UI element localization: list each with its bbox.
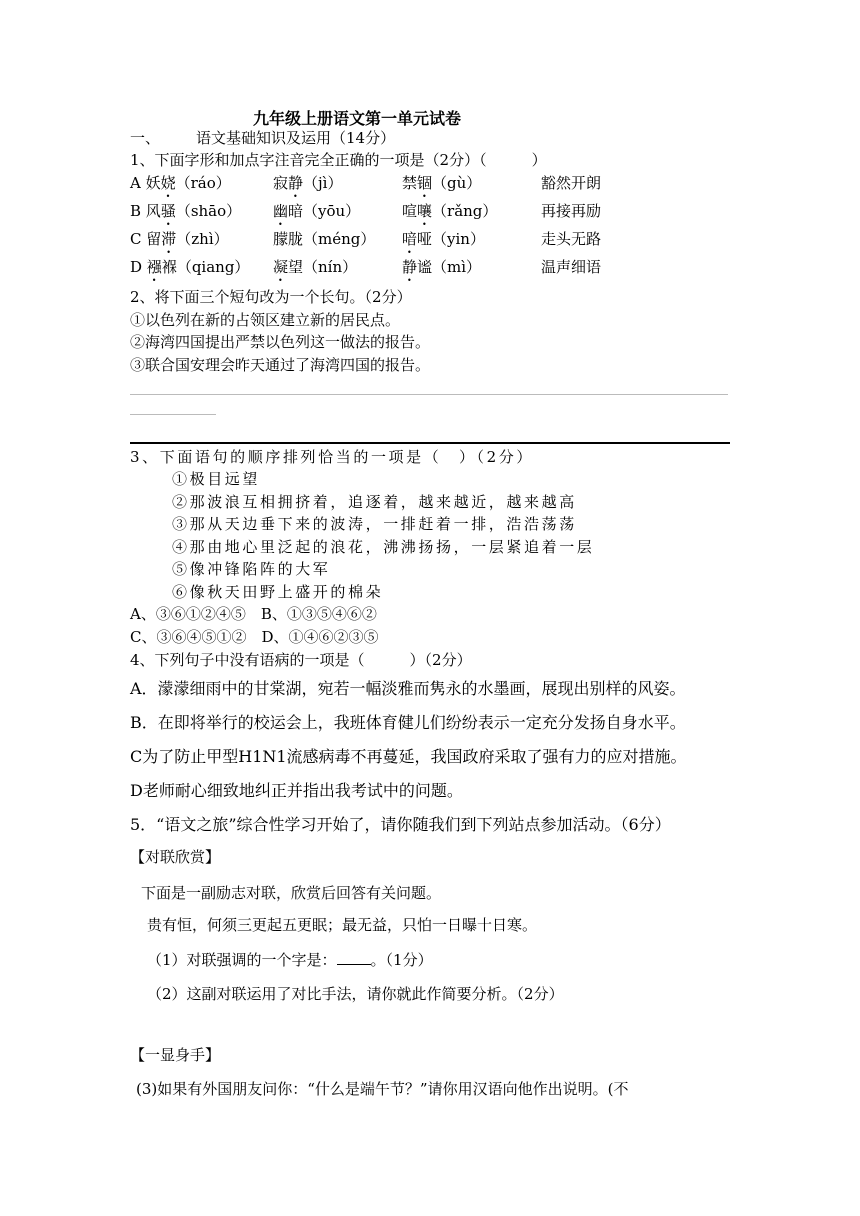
option-text: （jì） xyxy=(303,174,343,192)
q3-options-ab: A、③⑥①②④⑤ B、①③⑤④⑥② xyxy=(130,605,377,623)
option-letter: A xyxy=(130,174,146,192)
answer-line[interactable] xyxy=(130,394,728,395)
option-text: 朦胧（méng） xyxy=(273,230,376,248)
dotted-character: 喑 xyxy=(402,230,418,248)
answer-line-short[interactable] xyxy=(130,414,216,415)
page-title: 九年级上册语文第一单元试卷 xyxy=(253,109,462,128)
option-text: 哑（yin） xyxy=(417,230,485,248)
dotted-character: 娆 xyxy=(160,174,176,192)
q3-options-cd: C、③⑥④⑤①② D、①④⑥②③⑤ xyxy=(130,628,379,646)
q1-option-d-item xyxy=(273,257,357,285)
q1-option-c-item xyxy=(130,229,229,257)
q1-option-c-item xyxy=(273,229,375,249)
option-text: 寂 xyxy=(273,174,289,192)
q1-option-a-item xyxy=(130,173,231,201)
option-text: 禁 xyxy=(402,174,418,192)
option-text: 妖 xyxy=(145,174,161,192)
q5-sub-1 xyxy=(147,948,433,970)
divider-line xyxy=(130,442,730,444)
q1-option-a-item xyxy=(273,173,342,201)
q3-item-2: ②那波浪互相拥挤着，追逐着，越来越近，越来越高 xyxy=(172,493,577,511)
dotted-character: 幽 xyxy=(273,202,289,220)
option-text: 走头无路 xyxy=(541,230,602,248)
q4-stem: 4、下列句子中没有语病的一项是（ ）（2分） xyxy=(130,651,472,669)
option-text: 再接再励 xyxy=(541,202,602,220)
section-heading xyxy=(130,128,395,148)
dotted-character: 襁 xyxy=(146,258,162,276)
dotted-character: 凝 xyxy=(273,258,289,276)
q4-option-d: D老师耐心细致地纠正并指出我考试中的问题。 xyxy=(130,781,463,800)
q5-sub-2: （2）这副对联运用了对比手法，请你就此作简要分析。（2分） xyxy=(147,985,564,1003)
option-letter: D xyxy=(130,258,147,276)
q1-option-d-item xyxy=(402,257,481,285)
dotted-character: 锢 xyxy=(417,174,433,192)
option-text: （ráo） xyxy=(175,174,231,192)
dotted-character: 静 xyxy=(402,258,418,276)
q1-option-d-item xyxy=(541,257,601,277)
q3-item-5: ⑤像冲锋陷阵的大军 xyxy=(172,560,331,578)
couplet-intro: 下面是一副励志对联，欣赏后回答有关问题。 xyxy=(141,884,442,902)
option-text: 喧 xyxy=(402,202,418,220)
q5-sub-3: (3)如果有外国朋友问你：“什么是端午节？”请你用汉语向他作出说明。(不 xyxy=(136,1080,629,1098)
q2-stem: 2、将下面三个短句改为一个长句。（2分） xyxy=(130,288,412,306)
option-letter: C xyxy=(130,230,147,248)
option-text: 留 xyxy=(146,230,162,248)
q3-item-1: ①极目远望 xyxy=(172,470,261,488)
answer-blank[interactable] xyxy=(337,948,371,965)
option-text: （gù） xyxy=(432,174,482,192)
option-text: 褓（qiang） xyxy=(161,258,250,276)
option-text: （zhì） xyxy=(176,230,229,248)
q1-option-a-item xyxy=(541,173,601,193)
q1-option-c-item xyxy=(402,229,485,257)
option-text: 暗（yōu） xyxy=(288,202,361,220)
dotted-character: 骚 xyxy=(160,202,176,220)
q4-option-c: C为了防止甲型H1N1流感病毒不再蔓延，我国政府采取了强有力的应对措施。 xyxy=(130,747,687,766)
q1-option-a-item xyxy=(402,173,481,201)
option-text: 豁然开朗 xyxy=(541,174,602,192)
q2-sentence-1: ①以色列在新的占领区建立新的居民点。 xyxy=(130,311,401,329)
option-text: （shāo） xyxy=(175,202,242,220)
option-text: 风 xyxy=(145,202,161,220)
couplet-text: 贵有恒，何须三更起五更眠；最无益，只怕一日曝十日寒。 xyxy=(147,916,538,934)
q2-sentence-2: ②海湾四国提出严禁以色列这一做法的报告。 xyxy=(130,333,431,351)
q3-item-4: ④那由地心里泛起的浪花，沸沸扬扬，一层紧追着一层 xyxy=(172,538,595,556)
dotted-character: 滞 xyxy=(161,230,177,248)
q3-item-6: ⑥像秋天田野上盛开的棉朵 xyxy=(172,583,384,601)
q1-stem: 1、下面字形和加点字注音完全正确的一项是（2分）（ ） xyxy=(130,151,547,169)
dotted-character: 静 xyxy=(288,174,304,192)
q1-option-b-item xyxy=(402,201,497,229)
option-text: 谧（mì） xyxy=(417,258,482,276)
station-show-heading: 【一显身手】 xyxy=(130,1046,221,1064)
option-text: 望（nín） xyxy=(288,258,358,276)
q3-stem: 3、下面语句的顺序排列恰当的一项是（ ）（2分） xyxy=(130,448,534,466)
q2-sentence-3: ③联合国安理会昨天通过了海湾四国的报告。 xyxy=(130,356,431,374)
section-title: 语文基础知识及运用（14分） xyxy=(196,129,396,147)
dotted-character: 嚷 xyxy=(417,202,433,220)
q5-sub-1-score: 。（1分） xyxy=(370,951,433,969)
station-couplet-heading: 【对联欣赏】 xyxy=(130,848,221,866)
section-number: 一、 xyxy=(130,129,161,147)
q1-option-b-item xyxy=(273,201,360,229)
q1-option-d-item xyxy=(130,257,249,285)
q5-stem: 5．“语文之旅”综合性学习开始了，请你随我们到下列站点参加活动。（6分） xyxy=(130,815,671,834)
q5-sub-1-text: （1）对联强调的一个字是： xyxy=(147,951,337,969)
option-text: （rǎng） xyxy=(432,202,498,220)
q1-option-b-item xyxy=(130,201,241,229)
q4-option-b: B．在即将举行的校运会上，我班体育健儿们纷纷表示一定充分发扬自身水平。 xyxy=(130,713,686,732)
q1-option-b-item xyxy=(541,201,601,221)
option-text: 温声细语 xyxy=(541,258,602,276)
q3-item-3: ③那从天边垂下来的波涛，一排赶着一排，浩浩荡荡 xyxy=(172,515,577,533)
q1-option-c-item xyxy=(541,229,601,249)
q4-option-a: A．濛濛细雨中的甘棠湖，宛若一幅淡雅而隽永的水墨画，展现出别样的风姿。 xyxy=(130,679,686,698)
option-letter: B xyxy=(130,202,146,220)
